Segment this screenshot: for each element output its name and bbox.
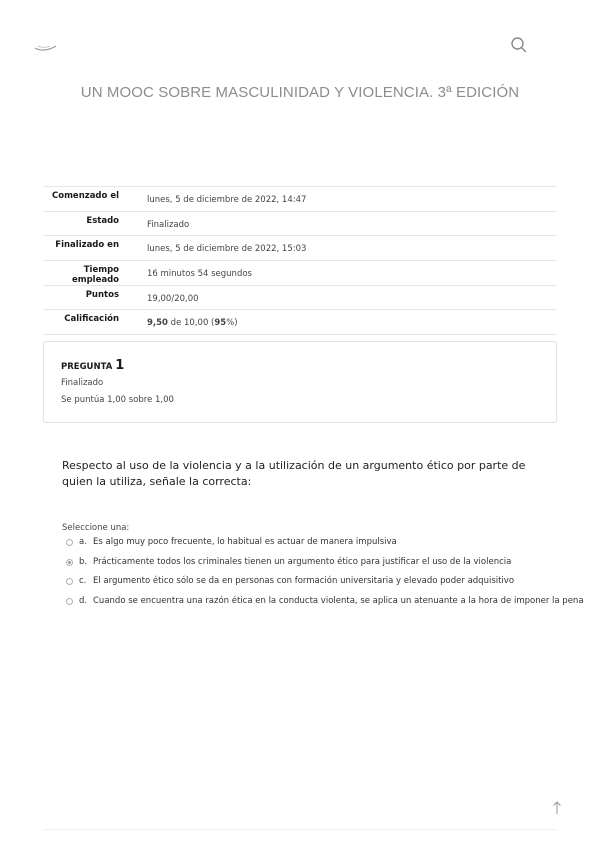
- summary-value: lunes, 5 de diciembre de 2022, 15:03: [147, 244, 307, 254]
- summary-value: 16 minutos 54 segundos: [147, 268, 252, 279]
- summary-label: Finalizado en: [55, 240, 119, 250]
- summary-label: Puntos: [85, 289, 119, 300]
- answer-option-a[interactable]: [66, 537, 397, 547]
- question-label: PREGUNTA: [61, 362, 113, 372]
- divider: [43, 829, 557, 830]
- option-text: Prácticamente todos los criminales tienen un argumento ético para justificar el uso de la violencia: [93, 557, 512, 567]
- grade-of: de 10,00 (: [167, 318, 215, 328]
- grade-score: 9,50: [147, 318, 168, 328]
- option-letter: b.: [79, 557, 88, 567]
- answer-option-d[interactable]: [66, 596, 584, 606]
- summary-row-finished: [43, 236, 557, 261]
- option-letter: a.: [79, 537, 87, 547]
- question-info-box: [43, 341, 557, 423]
- radio-button[interactable]: [66, 578, 73, 585]
- summary-label: Calificación: [64, 314, 119, 324]
- answer-prompt: Seleccione una:: [62, 523, 130, 533]
- question-number: [61, 358, 124, 373]
- summary-row-points: [43, 285, 557, 310]
- summary-row-grade: [43, 310, 557, 335]
- summary-label: Tiempo empleado: [71, 264, 119, 285]
- answer-option-b[interactable]: [66, 557, 511, 567]
- option-text: Cuando se encuentra una razón ética en la conducta violenta, se aplica un atenuante a la hora de imponer la pena: [93, 596, 584, 606]
- search-icon[interactable]: [510, 36, 528, 54]
- option-text: Es algo muy poco frecuente, lo habitual es actuar de manera impulsiva: [93, 537, 397, 547]
- answer-option-c[interactable]: [66, 576, 514, 586]
- grade-suffix: %): [226, 318, 238, 328]
- summary-value: 19,00/20,00: [147, 293, 199, 304]
- summary-row-state: [43, 211, 557, 236]
- summary-row-started: [43, 187, 557, 212]
- summary-grade-value: [127, 310, 557, 335]
- question-grade: Se puntúa 1,00 sobre 1,00: [61, 395, 174, 405]
- summary-value: Finalizado: [147, 219, 190, 230]
- grade-percent: 95: [214, 318, 227, 328]
- top-navbar: [0, 0, 600, 80]
- attempt-summary-table: [43, 186, 557, 335]
- summary-row-time: [43, 260, 557, 285]
- summary-label: Estado: [86, 215, 119, 226]
- radio-button[interactable]: [66, 598, 73, 605]
- option-letter: c.: [79, 576, 87, 586]
- question-number-value: 1: [115, 358, 125, 373]
- summary-value: lunes, 5 de diciembre de 2022, 14:47: [147, 195, 307, 205]
- option-letter: d.: [79, 596, 88, 606]
- swoosh-logo-icon[interactable]: [34, 40, 58, 52]
- course-title: UN MOOC SOBRE MASCULINIDAD Y VIOLENCIA. 3ª EDICIÓN: [80, 84, 520, 101]
- question-text: Respecto al uso de la violencia y a la utilización de un argumento ético por parte de quien la utiliza, señale la correcta:: [62, 459, 526, 488]
- question-state: Finalizado: [61, 378, 104, 388]
- radio-button-selected[interactable]: [66, 559, 73, 566]
- summary-label: Comenzado el: [52, 191, 119, 201]
- option-text: El argumento ético sólo se da en personas con formación universitaria y elevado poder adquisitivo: [93, 576, 515, 586]
- arrow-up-icon[interactable]: [552, 800, 562, 816]
- radio-button[interactable]: [66, 539, 73, 546]
